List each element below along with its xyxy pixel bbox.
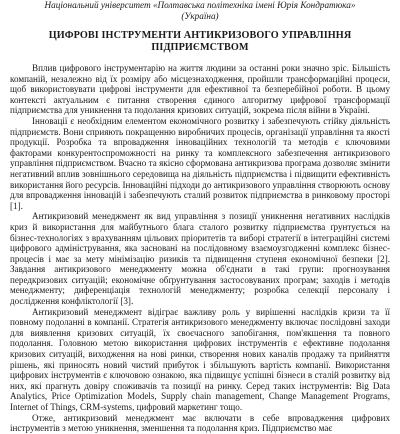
affiliation — [10, 0, 390, 22]
paragraph-conclusion: Отже, антикризовий менеджмент має включати в себе впровадження цифрових інструментів з метою уникнення, зменшення та подолання криз. Підприємство має — [10, 412, 390, 434]
title-line-2: ПІДПРИЄМСТВОМ — [151, 42, 249, 53]
paragraph-management: Антикризовий менеджмент як вид управління з позиції уникнення негативних наслідків криз й використання для майбутнього блага сталого розвитку підприємства ґрунтується на бізнес-технологіях з врахуванням цільових пріоритетів та виборі стратегії в інтеграційні системі цифрового адміністрування, яка засновані на послідовному взаємоузгодженні комплекс бізнес-процесів і має за мету мінімізацію ризиків та підвищення ступеня економічної безпеки [2]. Завдання антикризового менеджменту можна об'єднати в такі групи: прогнозування передкризових ситуацій; економічне обґрунтування застосовуваних програм; заходів і методів менеджменту; диференціація технологій менеджменту; розробка селекції персоналу і дослідження конфліктології [3]. — [10, 211, 390, 307]
title-line-1: ЦИФРОВІ ІНСТРУМЕНТИ АНТИКРИЗОВОГО УПРАВЛІННЯ — [48, 30, 352, 41]
paper-title — [10, 30, 390, 54]
paragraph-intro: Вплив цифрового інструментарію на життя людини за останні роки значно зріс. Більшість компаній, незалежно від їх розміру або місцезнаходження, пройшли трансформаційні процеси, щоб використовувати цифрові інструменти для ефективної та безперебійної роботи. В цьому контексті актуальним є питання створення єдиного алгоритму цифрової трансформації підприємства для уникнення та подолання кризових ситуацій, зокрема після війни в Україні. — [10, 63, 390, 116]
paragraph-innovation: Інновації є необхідним елементом економічного розвитку і забезпечують стійку діяльність підприємств. Вони сприяють покращенню виробничих процесів, організації управління та якості продукції. Розробка та впровадження інноваційних технологій та методів є ключовими факторами конкурентоспроможності на ринку та комплексного забезпечення антикризового управління підприємством. Вчасно та якісно сформована антикризова програма дозволяє змінити негативний вплив зовнішнього середовища на діяльність підприємства і підвищити ефективність використання його ресурсів. Інноваційні підходи до антикризового управління створюють основу для впровадження інновацій і забезпечують сталий розвиток підприємства в ринковому просторі [1]. — [10, 115, 390, 211]
affiliation-country: (Україна) — [181, 11, 219, 21]
paragraph-strategy: Антикризовий менеджмент відіграє важливу роль у вирішенні наслідків кризи та її повному подоланні в компанії. Стратегія антикризового менеджменту включає послідовні заходи для виявлення кризових ситуацій, їх своєчасного запобігання, пом'якшення та повного подолання. Головною метою використання цифрових інструментів є ефективне подолання кризових ситуацій, виходження на нові ринки, створення нових каналів продажу та прийняття рішень, які приносять новий чистий прибуток і збільшують вартість компанії. Використання цифрових інструментів є ключовою ознакою, яка підвищує успішні бізнеси в сталій розвитку від них, які прагнуть довіру споживачів та позиції на ринку. Серед таких інструментів: Big Data Analytics, Price Optimization Models, Supply chain management, Change Management Programs, Internet of Things, CRM-systems, цифровий маркетинг тощо. — [10, 306, 390, 412]
affiliation-line: Національний університет «Полтавська політехніка імені Юрія Кондратюка» — [44, 0, 356, 10]
